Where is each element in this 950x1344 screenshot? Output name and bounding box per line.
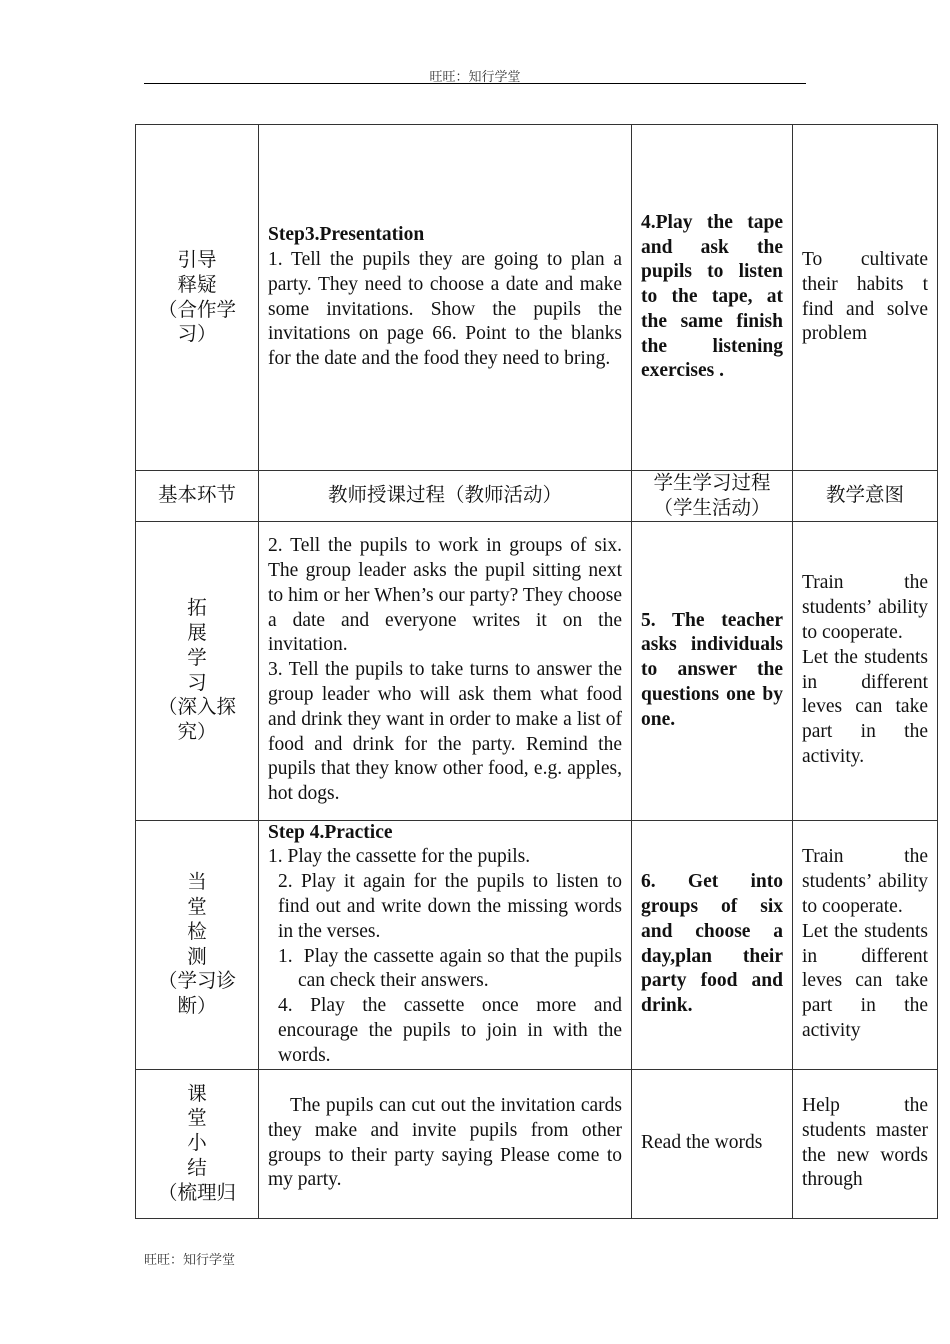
- page-header: 旺旺：知行学堂: [429, 70, 521, 85]
- stage-label: 学: [187, 645, 207, 669]
- table-header-row: [136, 471, 938, 522]
- intent-cell: [793, 820, 938, 1069]
- stage-label: 引导: [177, 247, 217, 271]
- stage-label: 当: [187, 870, 207, 894]
- teacher-activity-cell: [259, 1069, 632, 1218]
- intent-text: Let the students in different leves can take part in the activity: [802, 920, 928, 1041]
- column-header-student-line: （学生活动）: [653, 495, 771, 519]
- column-header-stage: 基本环节: [136, 471, 259, 522]
- teacher-text: 1. Tell the pupils they are going to plan a party. They need to choose a date and make some invitations. Show the pupils the invitations on page 66. Point to the blanks for the date and the food they need to bring.: [268, 248, 622, 370]
- header-rule: [144, 83, 806, 84]
- table-row: [136, 1069, 938, 1218]
- student-activity-cell: [632, 125, 793, 471]
- intent-cell: [793, 521, 938, 820]
- teacher-item: [268, 945, 622, 995]
- stage-label: 究）: [177, 720, 217, 744]
- teacher-paragraph: 2. Tell the pupils to work in groups of six. The group leader asks the pupil sitting next to him or her When’s our party? They choose a date and everyone writes it on the invitation.: [268, 535, 622, 656]
- column-header-teacher: 教师授课过程（教师活动）: [259, 471, 632, 522]
- stage-label: （深入探: [157, 695, 236, 719]
- stage-label: （学习诊: [157, 969, 236, 993]
- stage-label: 课: [187, 1081, 207, 1105]
- intent-cell: [793, 1069, 938, 1218]
- stage-label: 习）: [177, 322, 217, 346]
- column-header-intent: 教学意图: [793, 471, 938, 522]
- teacher-text: The pupils can cut out the invitation cards they make and invite pupils from other groups to their party saying Please come to my party.: [268, 1095, 622, 1191]
- stage-label: （梳理归: [157, 1180, 236, 1204]
- lesson-plan-table: [135, 124, 938, 1219]
- stage-label: 小: [187, 1131, 207, 1155]
- stage-label: 断）: [177, 994, 217, 1018]
- intent-cell: [793, 125, 938, 471]
- intent-text: Train the students’ ability to cooperate.: [802, 846, 928, 917]
- student-activity-cell: [632, 1069, 793, 1218]
- student-activity-cell: [632, 820, 793, 1069]
- intent-text: Let the students in different leves can take part in the activity.: [802, 646, 928, 767]
- teacher-item: 4. Play the cassette once more and encourage the pupils to join in with the words.: [278, 995, 622, 1066]
- column-header-student-line: 学生学习过程: [653, 471, 771, 494]
- column-header-student: [632, 471, 793, 522]
- intent-text: Train the students’ ability to cooperate.: [802, 572, 928, 643]
- stage-label: 释疑: [177, 272, 217, 296]
- table-row: [136, 521, 938, 820]
- stage-label: 拓: [187, 596, 207, 620]
- stage-label: 结: [187, 1155, 207, 1179]
- page-footer: 旺旺：知行学堂: [144, 1253, 236, 1268]
- item-text: Play the cassette again so that the pupils can check their answers.: [298, 945, 623, 992]
- stage-label: 堂: [187, 1106, 207, 1130]
- stage-cell: [136, 521, 259, 820]
- stage-label: 测: [187, 944, 207, 968]
- student-text: 6. Get into groups of six and choose a day,plan their party food and drink.: [641, 871, 783, 1017]
- stage-label: （合作学: [157, 297, 236, 321]
- student-activity-cell: [632, 521, 793, 820]
- stage-cell: [136, 125, 259, 471]
- teacher-activity-cell: [259, 521, 632, 820]
- stage-label: 展: [187, 621, 207, 644]
- step-title: Step3.Presentation: [268, 224, 425, 246]
- intent-text: To cultivate their habits t find and solve problem: [802, 248, 928, 345]
- student-text: 5. The teacher asks individuals to answer the questions one by one.: [641, 609, 783, 730]
- teacher-paragraph: 3. Tell the pupils to take turns to answer the group leader who will ask them what food and drink they want in order to make a list of food and drink for the party. Remind the pupils that they know other food, e.g. apples, hot dogs.: [268, 659, 622, 805]
- stage-label: 检: [187, 919, 207, 943]
- teacher-activity-cell: [259, 125, 632, 471]
- intent-text: Help the students master the new words through: [802, 1095, 928, 1191]
- table-row: [136, 125, 938, 471]
- student-text: 4.Play the tape and ask the pupils to listen to the tape, at the same finish the listening exercises .: [641, 211, 783, 382]
- stage-cell: [136, 1069, 259, 1218]
- teacher-item: 1. Play the cassette for the pupils.: [268, 846, 531, 868]
- table-row: [136, 820, 938, 1069]
- teacher-activity-cell: [259, 820, 632, 1069]
- item-number: 1.: [278, 945, 293, 967]
- stage-label: 堂: [187, 895, 207, 918]
- student-text: Read the words: [641, 1132, 763, 1154]
- stage-cell: [136, 820, 259, 1069]
- step-title: Step 4.Practice: [268, 821, 393, 843]
- stage-label: 习: [187, 670, 207, 694]
- teacher-item: 2. Play it again for the pupils to listen to find out and write down the missing words in the verses.: [278, 871, 622, 942]
